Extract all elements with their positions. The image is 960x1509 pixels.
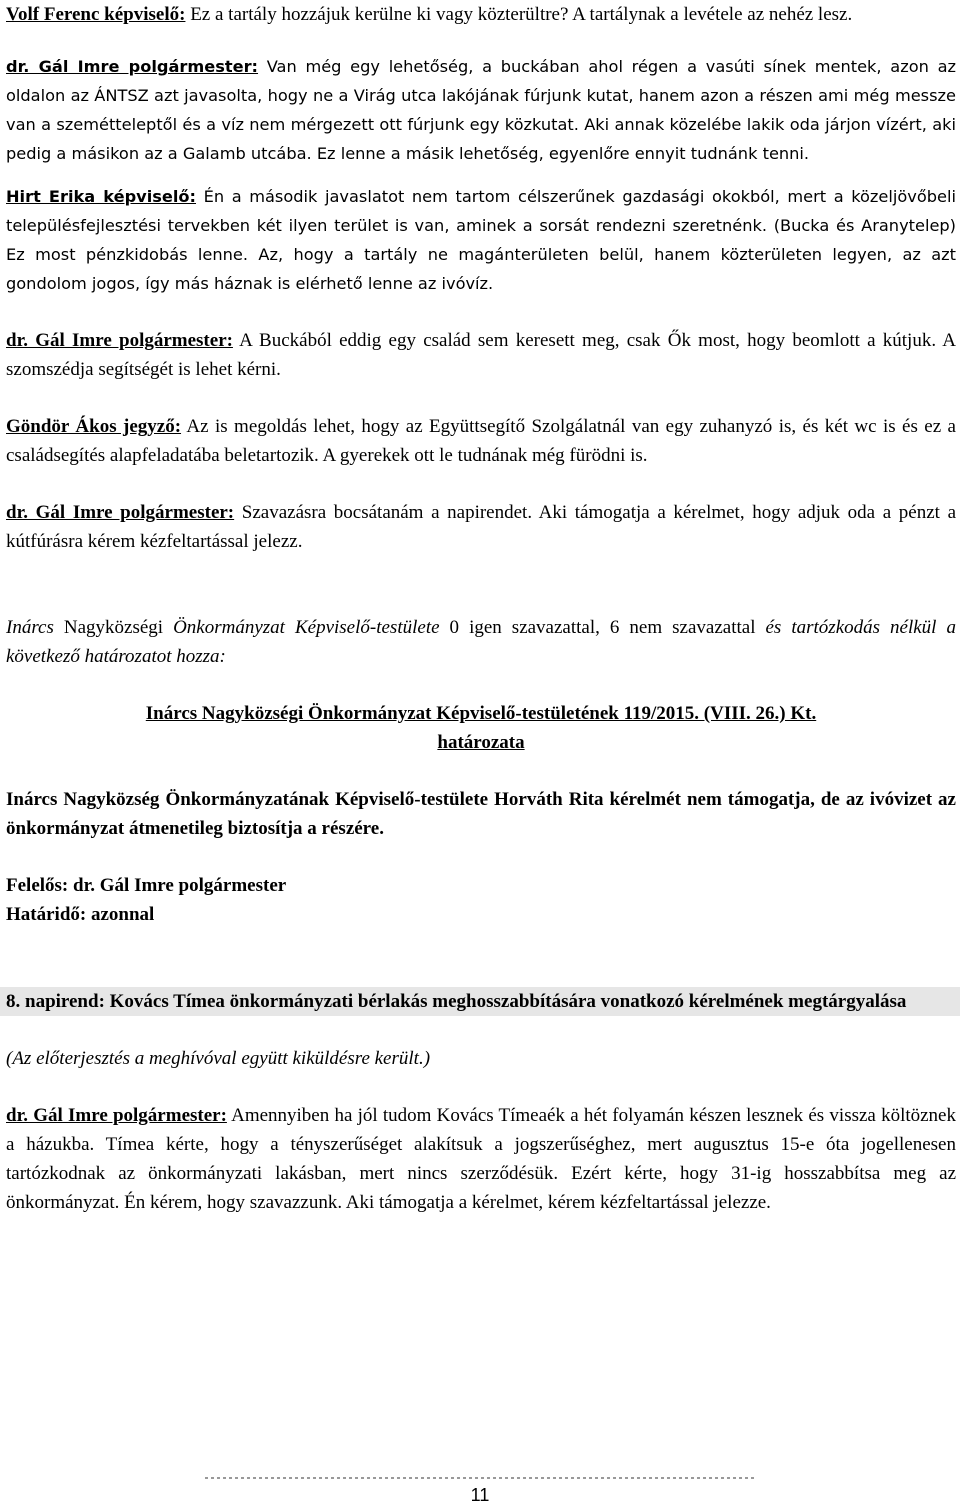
speaker-name: Hirt Erika képviselő: bbox=[6, 187, 197, 206]
speaker-name: Göndör Ákos jegyző: bbox=[6, 416, 182, 437]
document-page bbox=[6, 0, 956, 1217]
resolution-title bbox=[6, 699, 956, 757]
agenda-heading: 8. napirend: Kovács Tímea önkormányzati bérlakás meghosszabbítására vonatkozó kérelmének megtárgyalása bbox=[0, 987, 960, 1016]
spacer bbox=[6, 384, 956, 412]
speaker-name: Volf Ferenc képviselő: bbox=[6, 4, 186, 25]
paragraph-hirt bbox=[6, 182, 956, 298]
spacer bbox=[6, 470, 956, 498]
spacer bbox=[6, 1073, 956, 1101]
spacer bbox=[6, 556, 956, 613]
spacer bbox=[6, 929, 956, 987]
speaker-name: dr. Gál Imre polgármester: bbox=[6, 502, 235, 523]
spacer bbox=[6, 298, 956, 326]
paragraph-text: A Buckából eddig egy család sem keresett meg, csak Ők most, hogy beomlott a kútjuk. A szomszédja segítségét is lehet kérni. bbox=[6, 330, 956, 380]
paragraph-gondor bbox=[6, 412, 956, 470]
resolution-body: Inárcs Nagyközség Önkormányzatának Képviselő-testülete Horváth Rita kérelmét nem támogatja, de az ivóvizet az önkormányzat átmenetileg biztosítja a részére. bbox=[6, 789, 956, 839]
agenda-note: (Az előterjesztés a meghívóval együtt kiküldésre került.) bbox=[6, 1048, 431, 1069]
vote-text: 0 igen szavazattal, 6 nem szavazattal bbox=[439, 617, 766, 638]
paragraph-text: Én a második javaslatot nem tartom célszerűnek gazdasági okokból, mert a közeljövőbeli településfejlesztési tervekben két ilyen terület is van, aminek a sorsát rendezni szeretnénk. (Bucka és Aranytelep) Ez most pénzkidobás lenne. Az, hogy a tartály ne magánterületen belül, hanem közterületen legyen, az azt gondolom jogos, így más háznak is elérhető lenne az ivóvíz. bbox=[6, 187, 956, 293]
footer-divider bbox=[205, 1477, 755, 1479]
spacer bbox=[6, 671, 956, 699]
paragraph-gal-3 bbox=[6, 498, 956, 556]
vote-text: Inárcs bbox=[6, 617, 54, 638]
resolution-responsible: Felelős: dr. Gál Imre polgármester bbox=[6, 875, 287, 896]
paragraph-text: Az is megoldás lehet, hogy az Együttsegítő Szolgálatnál van egy zuhanyzó is, és két wc is és ez a családsegítés alapfeladatába beletartozik. A gyerekek ott le tudnának még fürödni is. bbox=[6, 416, 956, 466]
speaker-name: dr. Gál Imre polgármester: bbox=[6, 1105, 227, 1126]
spacer bbox=[6, 843, 956, 871]
spacer bbox=[6, 1016, 956, 1044]
paragraph-gal-4 bbox=[6, 1101, 956, 1217]
vote-text: és tartózkodás nélkül a következő határozatot hozza: bbox=[6, 617, 956, 667]
spacer bbox=[6, 757, 956, 785]
paragraph-gal-2 bbox=[6, 326, 956, 384]
resolution-title-line: határozata bbox=[437, 732, 525, 753]
vote-statement bbox=[6, 613, 956, 671]
page-number: 11 bbox=[470, 1485, 490, 1505]
paragraph-text: Amennyiben ha jól tudom Kovács Tímeaék a hét folyamán készen lesznek és vissza költöznek a házukba. Tímea kérte, hogy a tényszerűséget alakítsuk a jogszerűséghez, mert augusztus 15-e óta jogellenesen tartózkodnak az önkormányzati lakásban, mert nincs szerződésük. Ezért kérte, hogy 31-ig hosszabbítsa meg az önkormányzat. Én kérem, hogy szavazzunk. Aki támogatja a kérelmet, kérem kézfeltartással jelezze. bbox=[6, 1105, 956, 1213]
speaker-name: dr. Gál Imre polgármester: bbox=[6, 330, 233, 351]
resolution-deadline: Határidő: azonnal bbox=[6, 904, 155, 925]
paragraph-text: Van még egy lehetőség, a buckában ahol régen a vasúti sínek mentek, azon az oldalon az ÁNTSZ azt javasolta, hogy ne a Virág utca lakójának fúrjunk kutat, hanem azon a részen ami még messze van a szemétteleptől és a víz nem mérgezett ott fúrjunk egy közkutat. Aki annak közelébe lakik oda járjon vízért, aki pedig a másikon az a Galamb utcába. Ez lenne a másik lehetőség, egyenlőre ennyit tudnánk tenni. bbox=[6, 57, 956, 163]
paragraph-text: Ez a tartály hozzájuk kerülne ki vagy közterültre? A tartálynak a levétele az nehéz lesz. bbox=[185, 4, 853, 25]
speaker-name: dr. Gál Imre polgármester: bbox=[6, 57, 259, 76]
vote-text: Nagyközségi bbox=[53, 617, 174, 638]
paragraph-gal-1 bbox=[6, 52, 956, 168]
spacer bbox=[6, 168, 956, 182]
paragraph-volf bbox=[6, 0, 956, 29]
paragraph-text: Szavazásra bocsátanám a napirendet. Aki támogatja a kérelmet, hogy adjuk oda a pénzt a kútfúrásra kérem kézfeltartással jelezz. bbox=[6, 502, 956, 552]
vote-text: Önkormányzat Képviselő-testülete bbox=[173, 617, 440, 638]
resolution-title-line: Inárcs Nagyközségi Önkormányzat Képviselő-testületének 119/2015. (VIII. 26.) Kt. bbox=[145, 703, 817, 724]
